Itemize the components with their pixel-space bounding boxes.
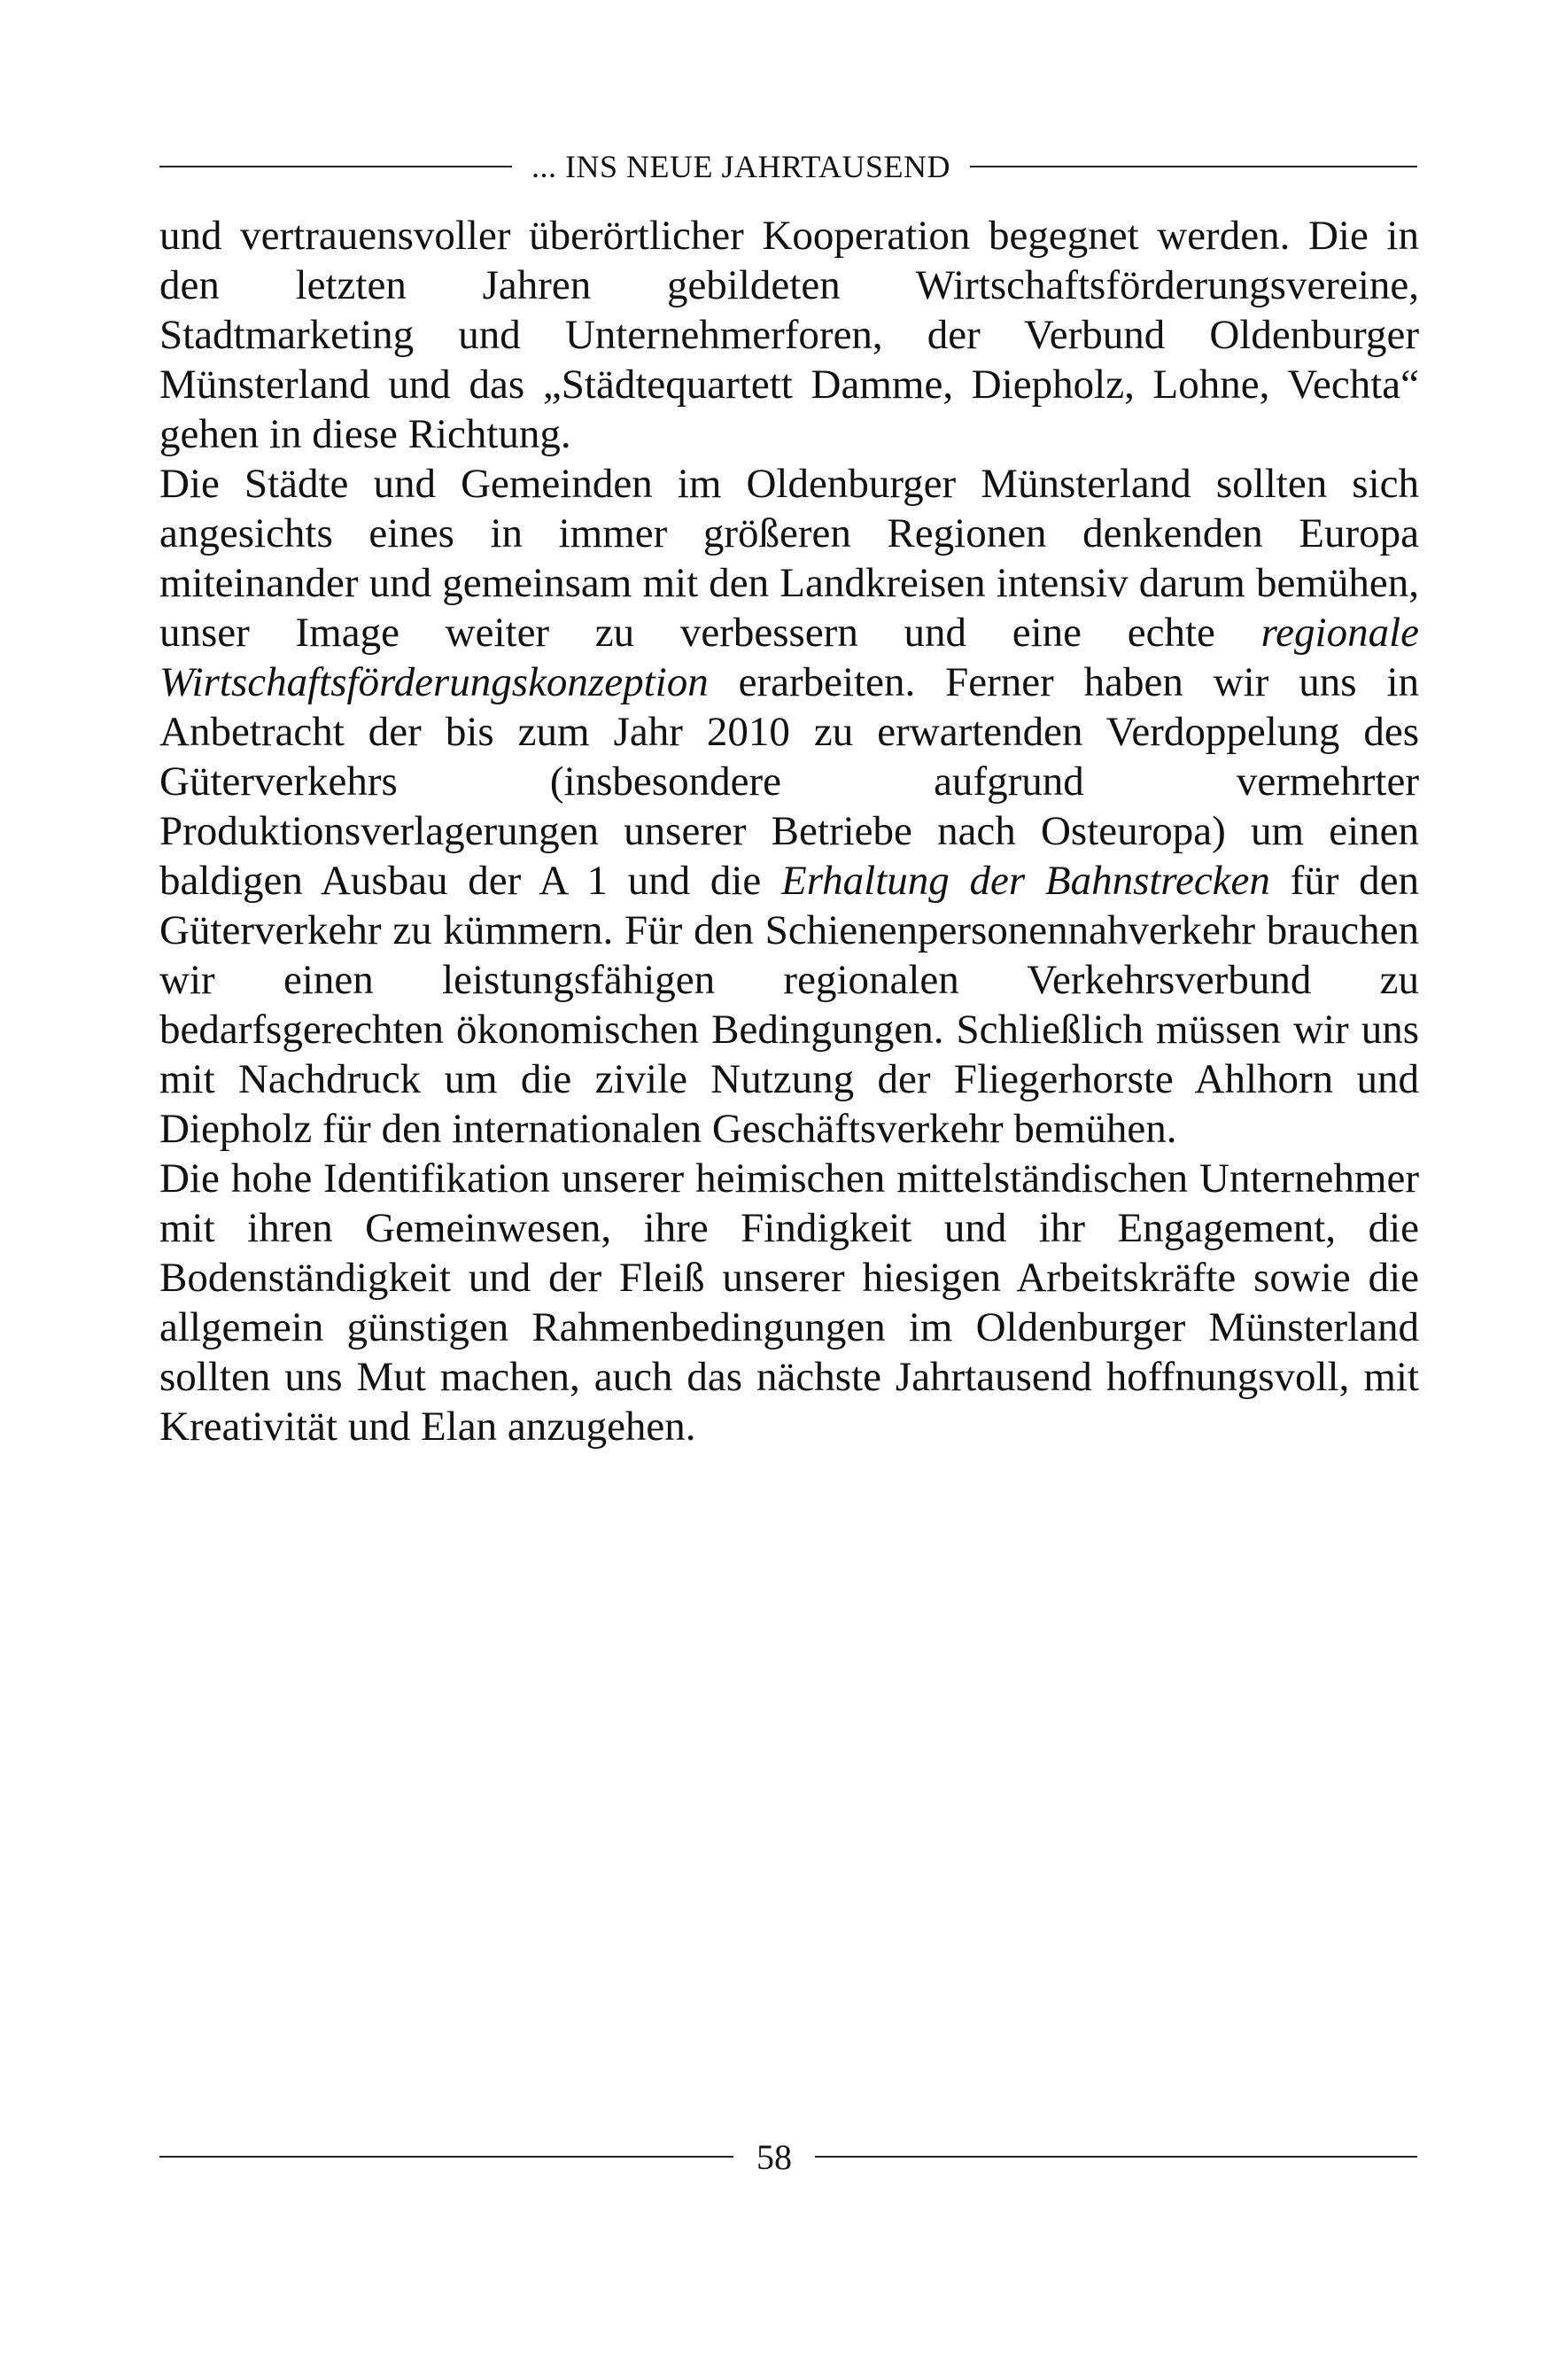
- emphasis-erhaltung-der-bahnstrecken: Erhaltung der Bahnstrecken: [781, 858, 1270, 904]
- footer-rule-left: [159, 2156, 733, 2158]
- paragraph-2-part-3: für den Güterverkehr zu kümmern. Für den Schienenpersonennahverkehr brauchen wir einen leistungsfähigen regionalen Verkehrsverbund zu bedarfsgerechten ökonomischen Bedingungen. Schließlich müssen wir uns mit Nachdruck um die zivile Nutzung der Fliegerhorste Ahlhorn und Diepholz für den internationalen Geschäftsverkehr bemühen.: [159, 858, 1420, 1152]
- page-footer: [159, 2134, 1417, 2180]
- emphasis-regionale-wirtschaftsfoerderungskonzeption: regionale Wirtschaftsförderungskonzeption: [159, 610, 1419, 705]
- body-text: [159, 211, 1419, 1451]
- page-number: 58: [756, 2136, 792, 2177]
- paragraph-3: Die hohe Identifikation unserer heimischen mittelständischen Unternehmer mit ihren Gemeinwesen, ihre Findigkeit und ihr Engagement, die Bodenständigkeit und der Fleiß unserer hiesigen Arbeitskräfte sowie die allgemein günstigen Rahmenbedingungen im Oldenburger Münsterland sollten uns Mut machen, auch das nächste Jahrtausend hoffnungsvoll, mit Kreativität und Elan anzugehen.: [159, 1155, 1419, 1450]
- header-rule-right: [970, 166, 1417, 167]
- paragraph-1: und vertrauensvoller überörtlicher Kooperation begegnet werden. Die in den letzten Jahren gebildeten Wirtschaftsförderungsvereine, Stadtmarketing und Unternehmerforen, der Verbund Oldenburger Münsterland und das „Städtequartett Damme, Diepholz, Lohne, Vechta“ gehen in diese Richtung.: [159, 213, 1419, 457]
- paragraph-2: [159, 459, 1419, 1154]
- paragraph-2-part-1: Die Städte und Gemeinden im Oldenburger Münsterland sollten sich angesichts eines in immer größeren Regionen denkenden Europa miteinander und gemeinsam mit den Landkreisen intensiv darum bemühen, unser Image weiter zu verbessern und eine echte: [159, 461, 1419, 656]
- running-head: [159, 147, 1417, 186]
- header-rule-left: [159, 166, 512, 167]
- paragraph-2-part-2: erarbeiten. Ferner haben wir uns in Anbetracht der bis zum Jahr 2010 zu erwartenden Verdoppelung des Güterverkehrs (insbesondere aufgrund vermehrter Produktionsverlagerungen unserer Betriebe nach Osteuropa) um einen baldigen Ausbau der A 1 und die: [159, 659, 1420, 904]
- footer-rule-right: [815, 2156, 1417, 2158]
- running-head-title: ... INS NEUE JAHRTAUSEND: [531, 149, 950, 184]
